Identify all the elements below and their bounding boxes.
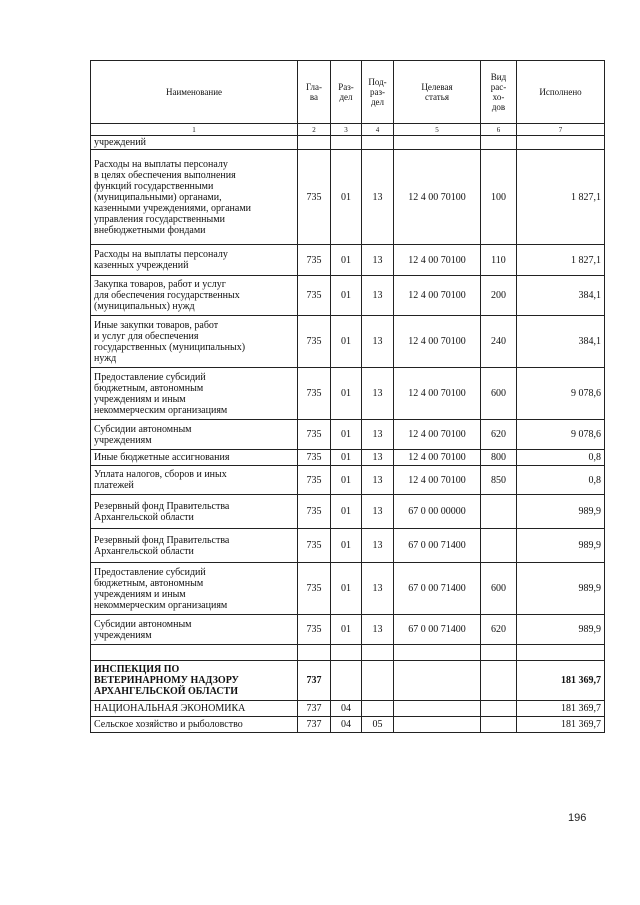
row-podrazdel: 13 — [362, 276, 394, 316]
table-row — [91, 276, 605, 316]
row-target — [394, 645, 481, 661]
row-amount: 1 827,1 — [517, 245, 605, 276]
header-podrazdel: Под- раз- дел — [362, 61, 394, 124]
table-row — [91, 563, 605, 615]
row-razdel: 01 — [331, 276, 362, 316]
header-glava: Гла- ва — [298, 61, 331, 124]
row-target: 12 4 00 70100 — [394, 245, 481, 276]
row-podrazdel: 13 — [362, 615, 394, 645]
row-razdel — [331, 661, 362, 701]
row-razdel: 01 — [331, 563, 362, 615]
row-podrazdel: 13 — [362, 529, 394, 563]
row-target: 12 4 00 70100 — [394, 368, 481, 420]
row-razdel: 01 — [331, 615, 362, 645]
header-vid: Вид рас- хо- дов — [481, 61, 517, 124]
table-row — [91, 245, 605, 276]
row-vid: 600 — [481, 563, 517, 615]
table-row — [91, 615, 605, 645]
table-row — [91, 466, 605, 495]
row-podrazdel — [362, 701, 394, 717]
header-row — [91, 61, 605, 124]
row-vid: 620 — [481, 615, 517, 645]
row-podrazdel: 13 — [362, 495, 394, 529]
row-vid: 100 — [481, 150, 517, 245]
table-row — [91, 450, 605, 466]
row-vid: 620 — [481, 420, 517, 450]
row-vid — [481, 529, 517, 563]
table-row — [91, 420, 605, 450]
table-body — [91, 136, 605, 733]
row-glava: 737 — [298, 701, 331, 717]
row-podrazdel: 13 — [362, 420, 394, 450]
row-glava: 735 — [298, 529, 331, 563]
row-vid — [481, 495, 517, 529]
row-name: ИНСПЕКЦИЯ ПО ВЕТЕРИНАРНОМУ НАДЗОРУ АРХАНГЕЛЬСКОЙ ОБЛАСТИ — [91, 661, 298, 701]
table-row — [91, 316, 605, 368]
row-glava: 735 — [298, 495, 331, 529]
row-name: Закупка товаров, работ и услуг для обеспечения государственных (муниципальных) нужд — [91, 276, 298, 316]
row-podrazdel — [362, 645, 394, 661]
table-row — [91, 150, 605, 245]
row-podrazdel: 13 — [362, 450, 394, 466]
row-target — [394, 701, 481, 717]
row-amount: 181 369,7 — [517, 701, 605, 717]
row-target: 12 4 00 70100 — [394, 450, 481, 466]
row-glava: 735 — [298, 276, 331, 316]
row-name: Сельское хозяйство и рыболовство — [91, 717, 298, 733]
row-amount: 1 827,1 — [517, 150, 605, 245]
row-amount: 0,8 — [517, 450, 605, 466]
row-name: Уплата налогов, сборов и иных платежей — [91, 466, 298, 495]
row-glava: 735 — [298, 466, 331, 495]
row-razdel: 01 — [331, 150, 362, 245]
header-razdel: Раз- дел — [331, 61, 362, 124]
column-number: 5 — [394, 124, 481, 136]
row-target — [394, 717, 481, 733]
row-target — [394, 661, 481, 701]
row-target — [394, 136, 481, 150]
row-vid — [481, 701, 517, 717]
table-row — [91, 529, 605, 563]
row-amount: 9 078,6 — [517, 420, 605, 450]
row-amount: 384,1 — [517, 316, 605, 368]
row-vid: 850 — [481, 466, 517, 495]
row-target: 67 0 00 00000 — [394, 495, 481, 529]
row-glava: 737 — [298, 717, 331, 733]
row-razdel: 01 — [331, 316, 362, 368]
row-amount: 989,9 — [517, 529, 605, 563]
row-glava: 735 — [298, 563, 331, 615]
row-razdel: 01 — [331, 495, 362, 529]
row-podrazdel — [362, 661, 394, 701]
table-row — [91, 717, 605, 733]
table-row — [91, 661, 605, 701]
row-glava — [298, 136, 331, 150]
header-target: Целевая статья — [394, 61, 481, 124]
row-name: Резервный фонд Правительства Архангельской области — [91, 495, 298, 529]
row-podrazdel: 13 — [362, 245, 394, 276]
row-target: 12 4 00 70100 — [394, 466, 481, 495]
column-number: 2 — [298, 124, 331, 136]
table-row — [91, 136, 605, 150]
row-amount: 384,1 — [517, 276, 605, 316]
page-number: 196 — [568, 812, 587, 824]
row-razdel: 01 — [331, 529, 362, 563]
row-razdel: 01 — [331, 368, 362, 420]
row-podrazdel: 13 — [362, 563, 394, 615]
row-vid: 800 — [481, 450, 517, 466]
row-razdel — [331, 645, 362, 661]
row-name: Предоставление субсидий бюджетным, автономным учреждениям и иным некоммерческим организациям — [91, 368, 298, 420]
row-target: 12 4 00 70100 — [394, 316, 481, 368]
row-amount: 181 369,7 — [517, 661, 605, 701]
row-glava: 735 — [298, 316, 331, 368]
row-name — [91, 645, 298, 661]
row-target: 67 0 00 71400 — [394, 563, 481, 615]
row-podrazdel: 05 — [362, 717, 394, 733]
row-target: 12 4 00 70100 — [394, 150, 481, 245]
row-target: 67 0 00 71400 — [394, 529, 481, 563]
row-target: 67 0 00 71400 — [394, 615, 481, 645]
table-row — [91, 495, 605, 529]
row-razdel — [331, 136, 362, 150]
column-number: 7 — [517, 124, 605, 136]
row-razdel: 04 — [331, 701, 362, 717]
row-glava: 737 — [298, 661, 331, 701]
row-razdel: 01 — [331, 450, 362, 466]
row-name: Иные бюджетные ассигнования — [91, 450, 298, 466]
row-vid: 240 — [481, 316, 517, 368]
row-name: Субсидии автономным учреждениям — [91, 615, 298, 645]
row-razdel: 01 — [331, 245, 362, 276]
row-vid — [481, 717, 517, 733]
row-amount: 9 078,6 — [517, 368, 605, 420]
row-podrazdel: 13 — [362, 368, 394, 420]
column-number: 4 — [362, 124, 394, 136]
row-razdel: 01 — [331, 420, 362, 450]
row-vid — [481, 136, 517, 150]
column-number: 6 — [481, 124, 517, 136]
column-number: 3 — [331, 124, 362, 136]
row-vid: 110 — [481, 245, 517, 276]
row-name: НАЦИОНАЛЬНАЯ ЭКОНОМИКА — [91, 701, 298, 717]
row-glava: 735 — [298, 420, 331, 450]
row-name: Резервный фонд Правительства Архангельской области — [91, 529, 298, 563]
row-podrazdel: 13 — [362, 150, 394, 245]
row-glava: 735 — [298, 450, 331, 466]
row-name: учреждений — [91, 136, 298, 150]
table-row — [91, 368, 605, 420]
row-name: Расходы на выплаты персоналу казенных учреждений — [91, 245, 298, 276]
row-glava: 735 — [298, 245, 331, 276]
row-target: 12 4 00 70100 — [394, 276, 481, 316]
row-amount: 989,9 — [517, 615, 605, 645]
row-podrazdel — [362, 136, 394, 150]
row-razdel: 01 — [331, 466, 362, 495]
row-amount — [517, 136, 605, 150]
row-vid: 200 — [481, 276, 517, 316]
row-amount: 0,8 — [517, 466, 605, 495]
row-amount: 989,9 — [517, 495, 605, 529]
row-target: 12 4 00 70100 — [394, 420, 481, 450]
row-amount: 181 369,7 — [517, 717, 605, 733]
table-row — [91, 701, 605, 717]
row-name: Расходы на выплаты персоналу в целях обеспечения выполнения функций государственными (муниципальными) органами, казенными учреждениями, органами управления государственными внебюджетными фондами — [91, 150, 298, 245]
row-amount: 989,9 — [517, 563, 605, 615]
budget-table — [90, 60, 605, 733]
row-glava — [298, 645, 331, 661]
row-vid — [481, 645, 517, 661]
row-name: Субсидии автономным учреждениям — [91, 420, 298, 450]
row-name: Предоставление субсидий бюджетным, автономным учреждениям и иным некоммерческим организациям — [91, 563, 298, 615]
column-number-row — [91, 124, 605, 136]
column-number: 1 — [91, 124, 298, 136]
row-podrazdel: 13 — [362, 316, 394, 368]
row-podrazdel: 13 — [362, 466, 394, 495]
row-glava: 735 — [298, 368, 331, 420]
row-vid — [481, 661, 517, 701]
row-glava: 735 — [298, 615, 331, 645]
row-amount — [517, 645, 605, 661]
header-name: Наименование — [91, 61, 298, 124]
table-row — [91, 645, 605, 661]
header-executed: Исполнено — [517, 61, 605, 124]
row-name: Иные закупки товаров, работ и услуг для обеспечения государственных (муниципальных) нужд — [91, 316, 298, 368]
row-razdel: 04 — [331, 717, 362, 733]
row-glava: 735 — [298, 150, 331, 245]
row-vid: 600 — [481, 368, 517, 420]
